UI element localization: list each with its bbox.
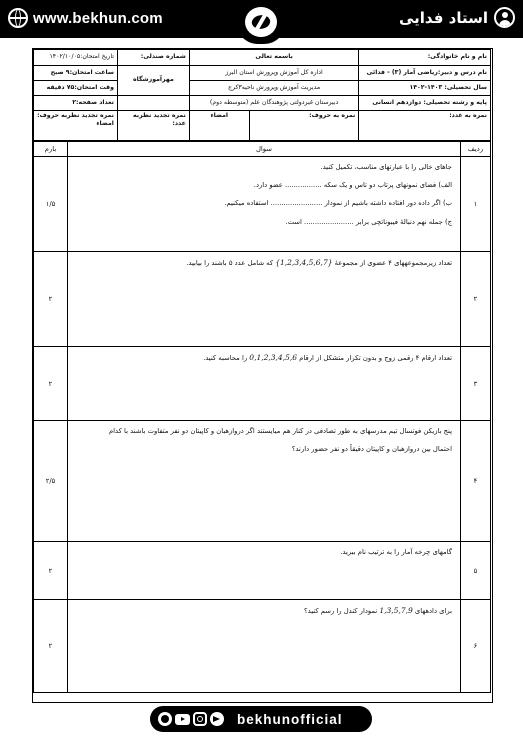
revision-score-label: نمره تجدید نظربه عدد: (117, 111, 189, 141)
score-digits-label: نمره به عدد: (359, 111, 491, 141)
score-letters-label: نمره به حروف: (249, 111, 359, 141)
social-bar (150, 706, 372, 732)
math-digits: 0,1,2,3,4,5,6 (249, 353, 298, 362)
name-label: نام و نام خانوادگی: (359, 50, 491, 66)
question-text: تعداد زیرمجموعههای ۴ عضوی از مجموعۀ {1,2,3,4,5,6,7} که شامل عدد ۵ باشند را بیابید. (68, 252, 461, 347)
question-number: ۵ (461, 542, 491, 600)
question-text: جاهای خالی را با عبارتهای مناسب، تکمیل کنید. الف) فضای نمونهای پرتاب دو تاس و یک سکه ................. عضو دارد. ب) اگر داده دور افتاده داشته باشیم از نمودار ........................ استفاده میکنیم. ج) جمله نهم دنبالۀ فیبوناتچی برابر ....................... است. (68, 157, 461, 252)
question-number: ۳ (461, 347, 491, 421)
organization-1: اداره کل آموزش وپرورش استان البرز (189, 66, 359, 81)
instagram-icon[interactable] (193, 712, 207, 726)
question-score: ۱/۵ (34, 157, 68, 252)
signature-label: امضاء (189, 111, 249, 141)
exam-duration: وقت امتحان:۷۵ دقیقه (34, 81, 118, 96)
table-row (34, 421, 491, 542)
question-number: ۲ (461, 252, 491, 347)
question-number: ۶ (461, 600, 491, 693)
school-year: سال تحصیلی: ۱۴۰۳-۱۴۰۲ (359, 81, 491, 96)
exam-date: تاریخ امتحان:۱۴۰۲/۱۰/۰۵ (34, 50, 118, 66)
globe-icon (8, 8, 28, 28)
telegram-icon[interactable] (210, 712, 224, 726)
exam-header (33, 49, 491, 141)
aparat-icon[interactable] (158, 712, 172, 726)
teacher-label (399, 7, 515, 28)
page-count: تعداد صفحه:۲ (34, 96, 118, 111)
table-row (34, 600, 491, 693)
website-text: www.bekhun.com (33, 9, 163, 27)
school-name: دبیرستان غیردولتی پژوهندگان علم (متوسطه دوم) (189, 96, 359, 111)
question-score: ۲ (34, 252, 68, 347)
course-name: نام درس و دبیر:ریاضی آمار (۳) - فدائی (359, 66, 491, 81)
question-number: ۱ (461, 157, 491, 252)
table-row (34, 347, 491, 421)
grade-field: پایه و رشته تحصیلی: دوازدهم انسانی (359, 96, 491, 111)
exam-time: ساعت امتحان:۹ صبح (34, 66, 118, 81)
seat-number-label: شماره صندلی: (117, 50, 189, 66)
question-text: تعداد ارقام ۴ رقمی زوج و بدون تکرار متشکل از ارقام 0,1,2,3,4,5,6 را محاسبه کنید. (68, 347, 461, 421)
row-column-header: ردیف (461, 142, 491, 157)
question-text: گامهای چرخه آمار را به ترتیب نام ببرید. (68, 542, 461, 600)
score-column-header: بارم (34, 142, 68, 157)
question-score: ۲ (34, 347, 68, 421)
basmala: باسمه تعالی (189, 50, 359, 66)
question-text: پنج بازیکن فوتسال تیم مدرسهای به طور تصادفی در کنار هم میایستند اگر دروازهبان و کاپیتان دو نفر متفاوت باشند با کدام احتمال بین دروازهبان و کاپیتان دقیقاً دو نفر حضور دارند؟ (68, 421, 461, 542)
question-text: برای دادههای 1,3,5,7,9 نمودار کندل را رسم کنید؟ (68, 600, 461, 693)
question-score: ۲ (34, 542, 68, 600)
math-data: 1,3,5,7,9 (379, 606, 413, 615)
question-score: ۲ (34, 600, 68, 693)
exam-sheet (32, 48, 493, 703)
table-row (34, 157, 491, 252)
table-row (34, 252, 491, 347)
organization-2: مدیریت آموزش وپرورش ناحیه۳کرج (189, 81, 359, 96)
teacher-name: استاد فدایی (398, 8, 488, 27)
calligraphy-logo-icon (245, 7, 277, 37)
brand-logo (236, 0, 286, 44)
social-handle[interactable]: bekhunofficial (237, 711, 343, 727)
website-link[interactable] (8, 8, 163, 28)
school-stamp: مهرآموزشگاه (117, 66, 189, 96)
revision-letters-label: نمره تجدید نظربه حروف: امضاء (34, 111, 118, 141)
question-column-header: سوال (68, 142, 461, 157)
question-number: ۴ (461, 421, 491, 542)
math-set: {1,2,3,4,5,6,7} (275, 258, 333, 267)
questions-table (33, 141, 491, 693)
user-icon (494, 7, 515, 28)
question-score: ۲/۵ (34, 421, 68, 542)
youtube-icon[interactable] (175, 714, 190, 725)
table-row (34, 542, 491, 600)
